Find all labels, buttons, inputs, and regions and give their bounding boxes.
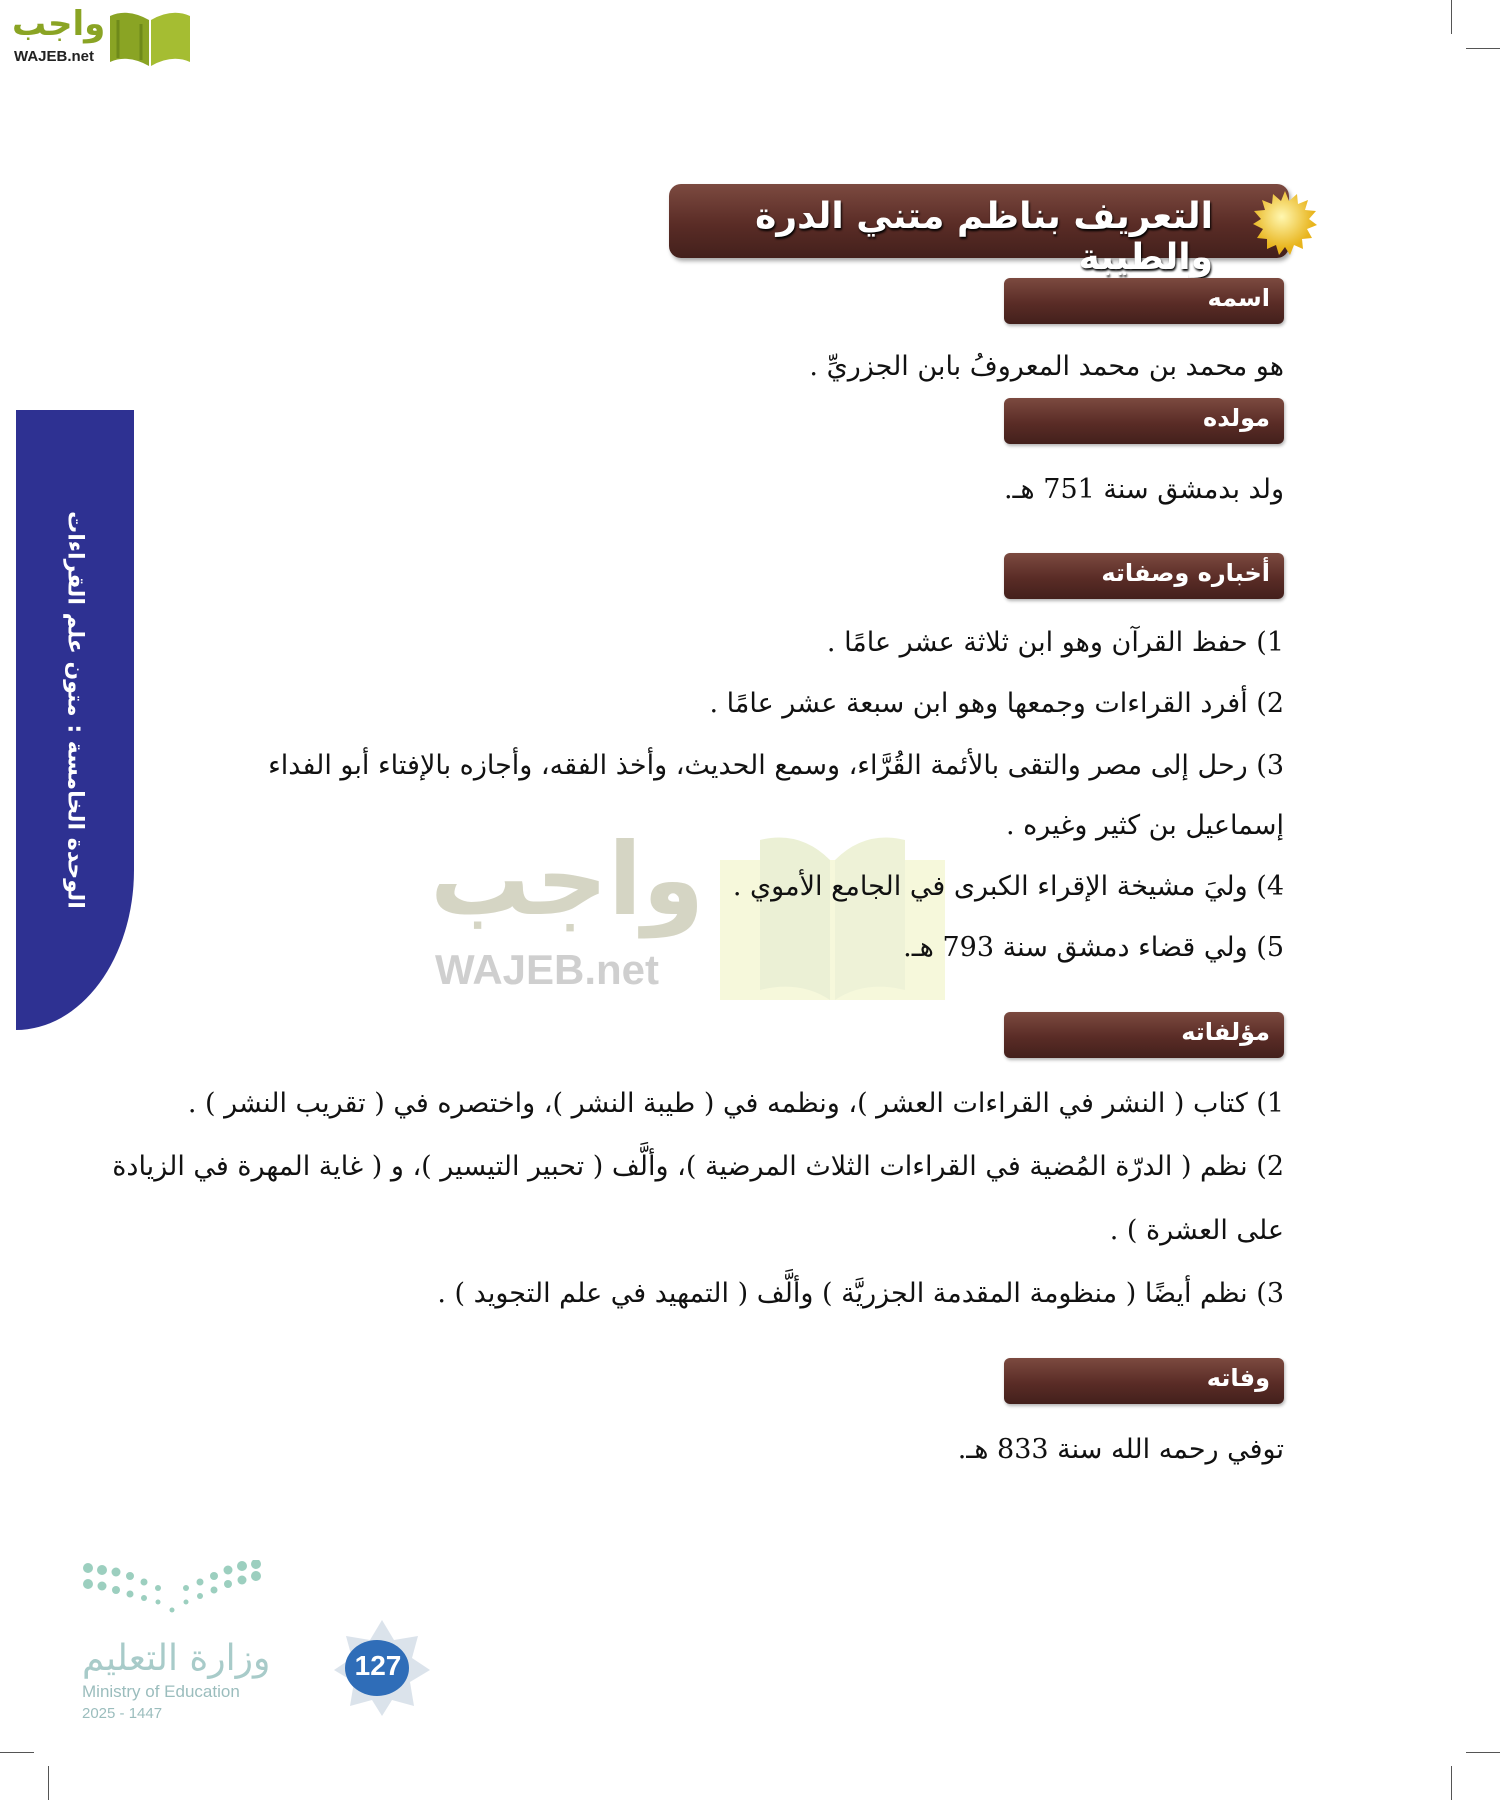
- watermark-arabic: واجب: [430, 821, 705, 938]
- starburst-icon: [1252, 190, 1318, 256]
- ministry-logo: [80, 1560, 320, 1730]
- crop-mark: [48, 1766, 49, 1800]
- section-heading-text: اسمه: [1207, 284, 1270, 312]
- crop-mark: [1451, 1766, 1452, 1800]
- list-item: 5) ولي قضاء دمشق سنة 793 هـ.: [903, 932, 1284, 963]
- birth-text: ولد بدمشق سنة 751 هـ.: [1003, 474, 1284, 505]
- section-heading-birth: [1004, 398, 1284, 444]
- page-title: التعريف بناظم متني الدرة والطيبة: [755, 196, 1213, 278]
- watermark-latin: WAJEB.net: [435, 946, 660, 993]
- section-heading-death: [1004, 1358, 1284, 1404]
- section-heading-name: [1004, 278, 1284, 324]
- section-heading-biography: [1004, 553, 1284, 599]
- section-heading-text: أخباره وصفاته: [1101, 559, 1270, 587]
- crop-mark: [1451, 0, 1452, 34]
- page-title-bar: [669, 184, 1289, 278]
- watermark-book-icon: [720, 830, 945, 1005]
- section-heading-text: وفاته: [1206, 1364, 1270, 1392]
- list-item-continuation: على العشرة ) .: [1109, 1215, 1284, 1246]
- logo-latin: WAJEB.net: [14, 48, 95, 65]
- watermark: [430, 821, 930, 1005]
- section-heading-text: مؤلفاته: [1181, 1018, 1270, 1046]
- logo-arabic: واجب: [12, 4, 106, 44]
- list-item: 2) نظم ( الدرّة المُضية في القراءات الثلاث المرضية )، وألَّف ( تحبير التيسير )، و ( غاية المهرة في الزيادة: [112, 1151, 1284, 1182]
- crop-mark: [1466, 1752, 1500, 1753]
- unit-label: الوحدة الخامسة : متون علم القراءات: [62, 511, 88, 909]
- list-item: 3) نظم أيضًا ( منظومة المقدمة الجزريَّة ) وألَّف ( التمهيد في علم التجويد ) .: [437, 1278, 1284, 1309]
- list-item: 3) رحل إلى مصر والتقى بالأئمة القُرَّاء، وسمع الحديث، وأخذ الفقه، وأجازه بالإفتاء أبو الفداء: [268, 750, 1284, 781]
- ministry-dots-icon: [80, 1560, 270, 1630]
- section-heading-text: مولده: [1203, 404, 1270, 432]
- list-item: 1) حفظ القرآن وهو ابن ثلاثة عشر عامًا .: [826, 627, 1284, 658]
- edition-year: 2025 - 1447: [82, 1705, 163, 1722]
- list-item: 2) أفرد القراءات وجمعها وهو ابن سبعة عشر عامًا .: [709, 688, 1284, 719]
- page-number-badge: [340, 1630, 416, 1706]
- ministry-english: Ministry of Education: [82, 1682, 240, 1701]
- section-heading-works: [1004, 1012, 1284, 1058]
- list-item: 4) وليَ مشيخة الإقراء الكبرى في الجامع الأموي .: [732, 871, 1284, 902]
- ministry-arabic: وزارة التعليم: [82, 1638, 271, 1679]
- name-text: هو محمد بن محمد المعروفُ بابن الجزريِّ .: [809, 351, 1284, 382]
- crop-mark: [0, 1752, 34, 1753]
- page-number: 127: [354, 1650, 402, 1681]
- crop-mark: [1466, 48, 1500, 49]
- wajeb-logo: [8, 4, 193, 68]
- unit-side-tab: [16, 410, 134, 1030]
- death-text: توفي رحمه الله سنة 833 هـ.: [957, 1434, 1284, 1465]
- book-icon: [108, 8, 192, 68]
- list-item-continuation: إسماعيل بن كثير وغيره .: [1005, 810, 1284, 841]
- list-item: 1) كتاب ( النشر في القراءات العشر )، ونظمه في ( طيبة النشر )، واختصره في ( تقريب النشر ) .: [187, 1088, 1284, 1119]
